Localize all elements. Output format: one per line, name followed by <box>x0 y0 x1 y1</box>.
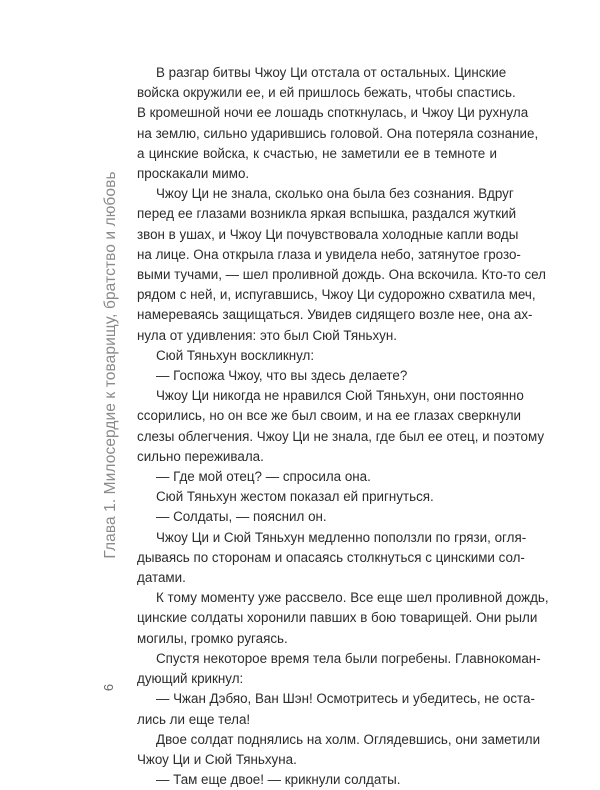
text-line: перед ее глазами возникла яркая вспышка, раздался жуткий <box>137 206 517 222</box>
text-line: Сюй Тяньхун жестом показал ей пригнуться. <box>156 489 434 505</box>
text-line: Чжоу Ци и Сюй Тяньхун медленно поползли по грязи, огля- <box>156 529 527 545</box>
text-line: сильно переживала. <box>137 448 264 464</box>
text-line: К тому моменту уже рассвело. Все еще шел проливной дождь, <box>156 590 549 606</box>
text-line: Чжоу Ци и Сюй Тяньхуна. <box>137 751 297 767</box>
page-number: 6 <box>101 683 117 692</box>
running-head <box>100 40 122 690</box>
text-line: — Солдаты, — пояснил он. <box>156 509 327 525</box>
text-line: цинские солдаты хоронили павших в бою товарищей. Они рыли <box>137 610 538 626</box>
text-line: нула от удивления: это был Сюй Тяньхун. <box>137 327 397 343</box>
text-line: В разгар битвы Чжоу Ци отстала от остальных. Цинские <box>156 65 507 80</box>
text-line: рядом с ней, и, испугавшись, Чжоу Ци судорожно схватила меч, <box>137 287 536 303</box>
text-line: — Где мой отец? — спросила она. <box>156 469 371 485</box>
text-line: В кромешной ночи ее лошадь споткнулась, и Чжоу Ци рухнула <box>137 105 529 121</box>
text-line: Двое солдат поднялись на холм. Оглядевшись, они заметили <box>156 731 541 747</box>
body-text <box>137 63 549 790</box>
text-line: Сюй Тяньхун воскликнул: <box>156 347 315 363</box>
text-line: — Госпожа Чжоу, что вы здесь делаете? <box>156 368 408 384</box>
text-line: звон в ушах, и Чжоу Ци почувствовала холодные капли воды <box>137 226 519 242</box>
text-line: Чжоу Ци никогда не нравился Сюй Тяньхун, они постоянно <box>156 388 524 404</box>
text-line: на землю, сильно ударившись головой. Она потеряла сознание, <box>137 125 539 141</box>
text-line: датами. <box>137 570 186 586</box>
text-line: слезы облегчения. Чжоу Ци не знала, где был ее отец, и поэтому <box>137 428 545 444</box>
text-line: на лице. Она открыла глаза и увидела небо, затянутое грозо- <box>137 246 521 262</box>
text-line: выми тучами, — шел проливной дождь. Она вскочила. Кто-то сел <box>137 267 546 283</box>
text-line: а цинские войска, к счастью, не заметили ее в темноте и <box>137 145 497 161</box>
text-line: ссорились, но он все же был своим, и на ее глазах сверкнули <box>137 408 522 424</box>
text-line: Чжоу Ци не знала, сколько она была без сознания. Вдруг <box>156 186 514 202</box>
text-line: намереваясь защищаться. Увидев сидящего возле нее, она ах- <box>137 307 533 323</box>
text-line: проскакали мимо. <box>137 166 250 182</box>
text-line: войска окружили ее, и ей пришлось бежать, чтобы спастись. <box>137 85 516 101</box>
text-line: лись ли еще тела! <box>137 711 251 727</box>
text-line: могилы, громко ругаясь. <box>137 630 288 646</box>
text-line: — Там еще двое! — крикнули солдаты. <box>156 772 401 788</box>
text-line: — Чжан Дэбяо, Ван Шэн! Осмотритесь и убедитесь, не оста- <box>156 691 535 707</box>
text-line: Спустя некоторое время тела были погребены. Главнокоман- <box>156 650 541 666</box>
text-line: дываясь по сторонам и опасаясь столкнуться с цинскими сол- <box>137 549 525 565</box>
running-head-text: Глава 1. Милосердие к товарищу, братство и любовь <box>102 171 119 559</box>
text-line: дующий крикнул: <box>137 671 244 687</box>
